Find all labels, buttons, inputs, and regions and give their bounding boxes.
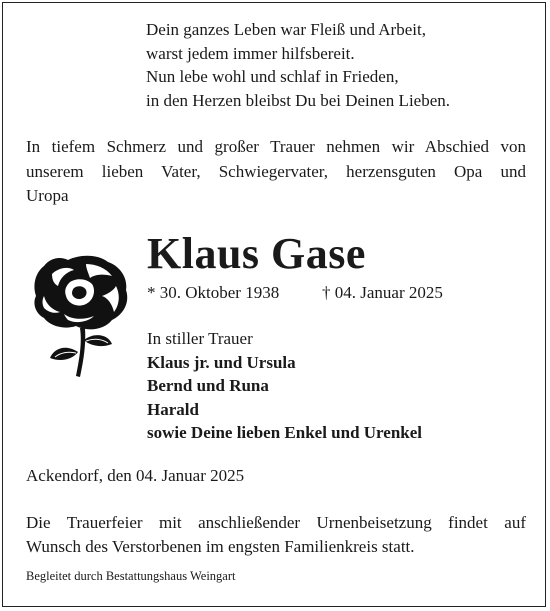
funeral-info <box>26 511 526 559</box>
funeral-home-credit: Begleitet durch Bestattungshaus Weingart <box>26 569 236 583</box>
intro-line: Uropa <box>26 186 69 205</box>
place-and-date: Ackendorf, den 04. Januar 2025 <box>26 466 245 485</box>
life-dates <box>147 283 443 303</box>
poem-line: Nun lebe wohl und schlaf in Frieden, <box>146 67 399 86</box>
mourner-name: Harald <box>147 399 199 419</box>
intro-text <box>26 135 526 209</box>
mourners <box>147 327 422 445</box>
poem-line: in den Herzen bleibst Du bei Deinen Lieben. <box>146 90 451 110</box>
mourner-name: sowie Deine lieben Enkel und Urenkel <box>147 423 423 443</box>
birth-date: * 30. Oktober 1938 <box>147 283 280 302</box>
intro-line: unserem lieben Vater, Schwiegervater, herzensguten Opa und <box>26 161 526 181</box>
mourner-name: Bernd und Runa <box>147 376 269 396</box>
poem-line: warst jedem immer hilfsbereit. <box>146 43 355 63</box>
funeral-line: Die Trauerfeier mit anschließender Urnenbeisetzung findet auf <box>26 513 526 532</box>
rose-icon <box>30 252 136 382</box>
funeral-line: Wunsch des Verstorbenen im engsten Familienkreis statt. <box>26 537 415 556</box>
poem-line: Dein ganzes Leben war Fleiß und Arbeit, <box>146 20 426 39</box>
deceased-name: Klaus Gase <box>147 229 366 278</box>
mourner-name: Klaus jr. und Ursula <box>147 352 296 372</box>
intro-line: In tiefem Schmerz und großer Trauer nehmen wir Abschied von <box>26 137 526 156</box>
mourners-heading: In stiller Trauer <box>147 329 253 348</box>
poem <box>146 18 450 112</box>
death-date: † 04. Januar 2025 <box>322 283 443 302</box>
